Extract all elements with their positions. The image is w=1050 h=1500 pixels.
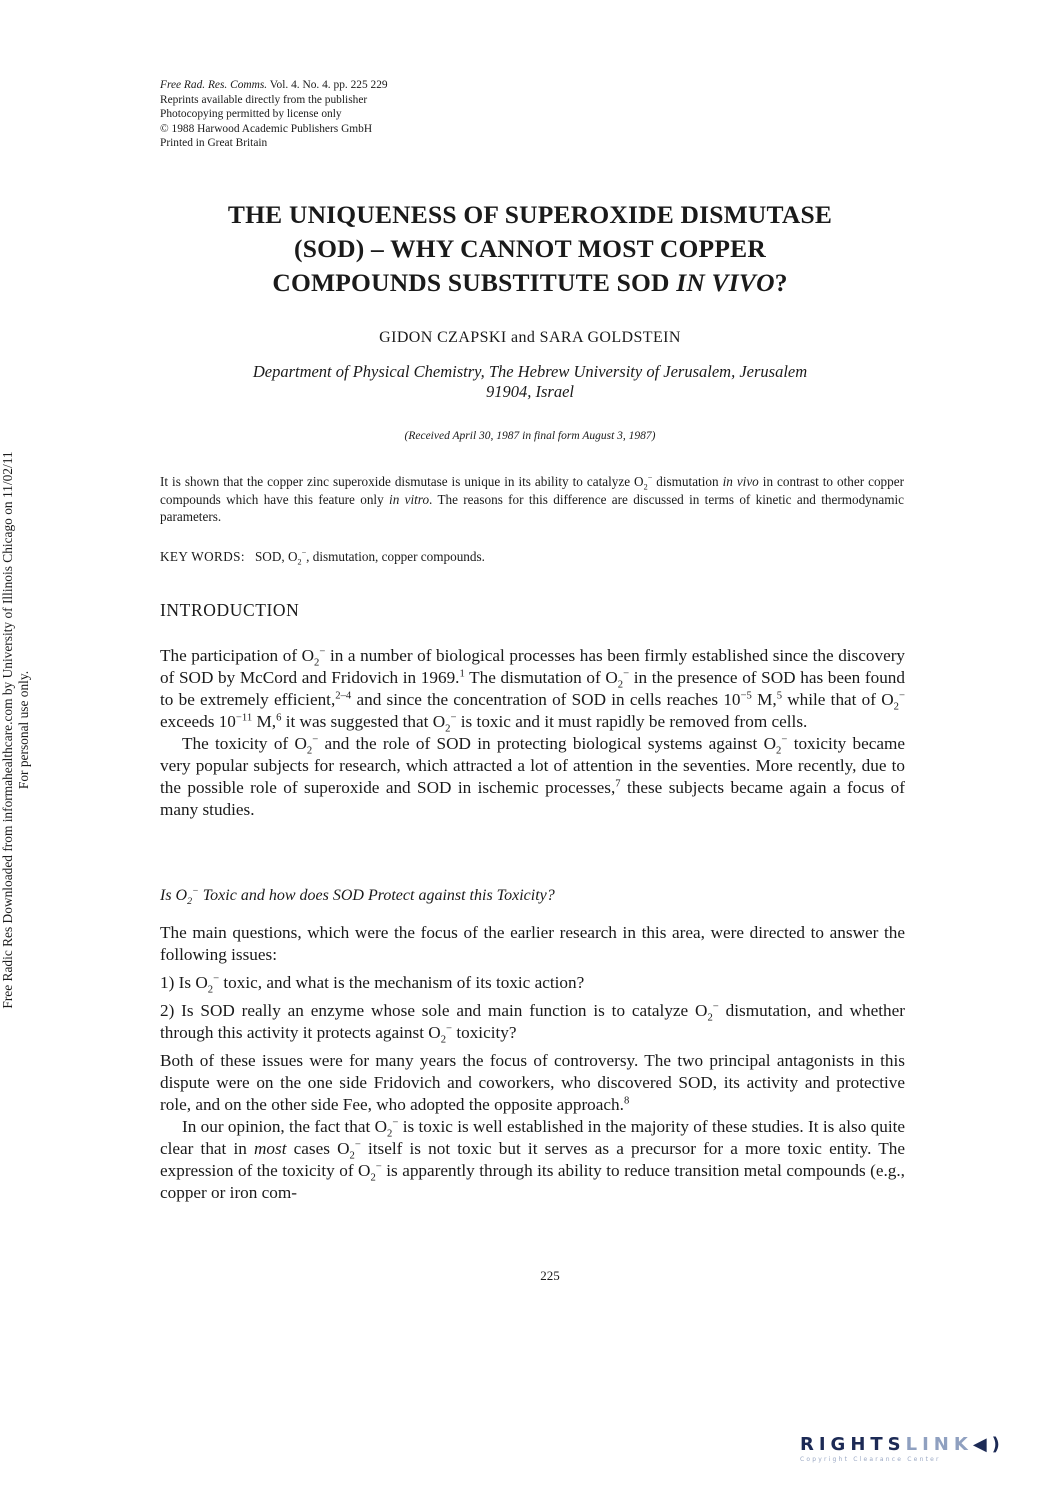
list-item-2: 2) Is SOD really an enzyme whose sole and main function is to catalyze $O_2^-$ dismutation, and whether through this activity it protects against $O_2^-$ toxicity? [160, 1001, 905, 1046]
rightslink-mark-icon: ◀) [972, 1434, 1005, 1455]
rightslink-logo[interactable]: RIGHTSLINK◀) Copyright Clearance Center [800, 1434, 1005, 1463]
subsection-heading: Is $O_2^-$ Toxic and how does SOD Protect against this Toxicity? [160, 885, 555, 908]
section-heading-introduction: INTRODUCTION [160, 600, 300, 620]
page-number: 225 [540, 1268, 560, 1283]
header-line-reprints: Reprints available directly from the publisher [160, 93, 368, 106]
received-date: (Received April 30, 1987 in final form August 3, 1987) [404, 430, 656, 442]
paragraph-5: In our opinion, the fact that $O_2^-$ is toxic is well established in the majority of these studies. It is also quite clear that in most cases $O_2^-$ itself is not toxic but it serves as a precursor for a more toxic entity. The expression of the toxicity of $O_2^-$ is apparently through its ability to reduce transition metal compounds (e.g., copper or iron com- [160, 1117, 906, 1202]
paragraph-3: The main questions, which were the focus of the earlier research in this area, were directed to answer the following issues: [160, 923, 905, 964]
article-title: THE UNIQUENESS OF SUPEROXIDE DISMUTASE (SOD) – WHY CANNOT MOST COPPER COMPOUNDS SUBSTITUTE SOD IN VIVO? [227, 200, 833, 297]
paragraph-2: The toxicity of $O_2^-$ and the role of SOD in protecting biological systems against $O_2^-$ toxicity became very popular subjects for research, which attracted a lot of attention in the seventies. More recently, due to the possible role of superoxide and SOD in ischemic processes,$^7$ these subjects became again a focus of many studies. [160, 734, 905, 819]
journal-page: Free Rad. Res. Comms. Vol. 4. No. 4. pp. 225 229 Reprints available directly from the publisher Photocopying permitted by license only © 1988 Harwood Academic Publishers GmbH Printed in Great Britain THE UNIQUENESS OF SUPEROXIDE DISMUTASE (SOD) – WHY CANNOT MOST COPPER COMPOUNDS SUBSTITUTE SOD IN VIVO? GIDON CZAPSKI and SARA GOLDSTEIN Department of Physical Chemistry, The Hebrew University of Jerusalem, Jerusalem 91904, Israel (Received April 30, 1987 in final form August 3, 1987) It is shown that the copper zinc superoxide dismutase is unique in its ability to catalyze $O_2^-$ dismutation in vivo in contrast to other copper compounds which have this feature only in vitro. The reasons for this difference are discussed in terms of kinetic and thermodynamic parameters. KEY WORDS: SOD, $O_2^-$, dismutation, copper compounds. INTRODUCTION The participation of $O_2^-$ in a number of biological processes has been firmly established since the discovery of SOD by McCord and Fridovich in 1969.$^1$ The dismutation of $O_2^-$ in the presence of SOD has been found to be extremely efficient,$^{2-4}$ and since the concentration of SOD in cells reaches $10^{-5}$ M,$^5$ while that of $O_2^-$ exceeds $10^{-11}$ M,$^6$ it was suggested that $O_2^-$ is toxic and it must rapidly be removed from cells. The toxicity of $O_2^-$ and the role of SOD in protecting biological systems against $O_2^-$ toxicity became very popular subjects for research, which attracted a lot of attention in the seventies. More recently, due to the possible role of superoxide and SOD in ischemic processes,$^7$ these subjects became again a focus of many studies. Is $O_2^-$ Toxic and how does SOD Protect against this Toxicity? The main questions, which were the focus of the earlier research in this area, were directed to answer the following issues: 1) Is $O_2^-$ toxic, and what is the mechanism of its toxic action? 2) Is SOD really an enzyme whose sole and main function is to catalyze $O_2^-$ dismutation, and whether through this activity it protects against $O_2^-$ toxicity? Both of these issues were for many years the focus of controversy. The two principal antagonists in this dispute were on the one side Fridovich and coworkers, who discovered SOD, its activity and protective role, and on the other side Fee, who adopted the opposite approach.$^8$ In our opinion, the fact that $O_2^-$ is toxic is well established in the majority of these studies. It is also quite clear that in most cases $O_2^-$ itself is not toxic but it serves as a precursor for a more toxic entity. The expression of the toxicity of $O_2^-$ is apparently through its ability to reduce transition metal compounds (e.g., copper or iron com- 225 Free Radic Res Downloaded from informahealthcare.com by University of Illinois Chicago on 11/02/11 For personal use only. RIGHTSLINK◀) Copyright Clearance Center [0, 0, 1050, 1500]
header-line-journal: Free Rad. Res. Comms. Vol. 4. No. 4. pp. 225 229 [160, 79, 388, 91]
introduction-body [160, 645, 905, 821]
header-line-copyright: © 1988 Harwood Academic Publishers GmbH [160, 122, 373, 135]
header-line-photocopy: Photocopying permitted by license only [160, 108, 342, 121]
subsection-body [160, 922, 905, 1204]
paragraph-4: Both of these issues were for many years the focus of controversy. The two principal antagonists in this dispute were on the one side Fridovich and coworkers, who discovered SOD, its activity and protective role, and on the other side Fee, who adopted the opposite approach.$^8$ [160, 1051, 905, 1114]
header-line-printed: Printed in Great Britain [160, 137, 268, 150]
keywords: KEY WORDS: SOD, $O_2^-$, dismutation, copper compounds. [160, 548, 485, 567]
paragraph-1: The participation of $O_2^-$ in a number of biological processes has been firmly established since the discovery of SOD by McCord and Fridovich in 1969.$^1$ The dismutation of $O_2^-$ in the presence of SOD has been found to be extremely efficient,$^{2-4}$ and since the concentration of SOD in cells reaches $10^{-5}$ M,$^5$ while that of $O_2^-$ exceeds $10^{-11}$ M,$^6$ it was suggested that $O_2^-$ is toxic and it must rapidly be removed from cells. [160, 646, 906, 735]
list-item-1: 1) Is $O_2^-$ toxic, and what is the mechanism of its toxic action? [160, 973, 585, 996]
author-list: GIDON CZAPSKI and SARA GOLDSTEIN [379, 329, 681, 346]
affiliation: Department of Physical Chemistry, The Hebrew University of Jerusalem, Jerusalem 91904, Israel [252, 362, 808, 401]
keywords-label: KEY WORDS: [160, 549, 245, 564]
publication-header [160, 78, 580, 151]
abstract: It is shown that the copper zinc superoxide dismutase is unique in its ability to catalyze $O_2^-$ dismutation in vivo in contrast to other copper compounds which have this feature only in vitro. The reasons for this difference are discussed in terms of kinetic and thermodynamic parameters. [160, 473, 904, 525]
